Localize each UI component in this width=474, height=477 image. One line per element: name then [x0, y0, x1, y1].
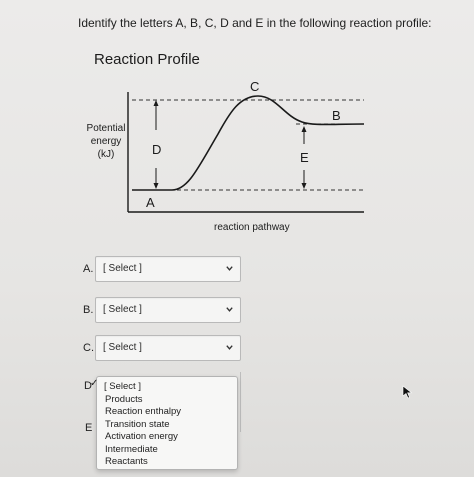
label-e: E	[300, 150, 309, 165]
label-b: B	[332, 108, 341, 123]
dropdown-option-reaction-enthalpy[interactable]: Reaction enthalpy	[105, 406, 182, 417]
dropdown-option-activation-energy[interactable]: Activation energy	[105, 431, 178, 442]
dropdown-option-select[interactable]: [ Select ]	[104, 381, 141, 392]
dropdown-option-reactants[interactable]: Reactants	[105, 456, 148, 467]
label-c: C	[250, 79, 260, 94]
chevron-down-icon	[225, 305, 234, 314]
chevron-down-icon	[225, 343, 234, 352]
row-label-e: E	[85, 422, 93, 434]
select-b[interactable]	[95, 297, 241, 323]
dropdown-option-products[interactable]: Products	[105, 393, 143, 405]
question-text: Identify the letters A, B, C, D and E in the following reaction profile:	[78, 16, 432, 30]
checkmark-icon: ✓	[90, 378, 99, 389]
row-label-d: D	[84, 380, 92, 392]
e-arrowhead-down	[302, 183, 307, 189]
d-arrowhead-down	[154, 183, 159, 189]
figure-title: Reaction Profile	[94, 51, 200, 68]
select-b-value: [ Select ]	[103, 304, 142, 315]
select-a-value: [ Select ]	[103, 263, 142, 274]
reaction-profile-plot	[80, 48, 380, 238]
d-arrowhead-up	[154, 100, 159, 106]
energy-curve	[132, 96, 364, 190]
y-label-line2: energy	[90, 136, 122, 147]
select-c-value: [ Select ]	[103, 342, 142, 353]
dropdown-option-intermediate[interactable]: Intermediate	[105, 443, 158, 455]
label-a: A	[146, 195, 155, 210]
y-label-line3: (kJ)	[97, 149, 115, 160]
e-arrowhead-up	[302, 126, 307, 132]
row-label-a: A.	[83, 263, 94, 275]
select-c[interactable]	[95, 335, 241, 361]
chevron-down-icon	[225, 264, 234, 273]
mouse-pointer-icon	[402, 385, 414, 399]
dropdown-option-transition-state[interactable]: Transition state	[105, 418, 170, 430]
row-label-b: B.	[83, 304, 94, 316]
x-axis-label: reaction pathway	[214, 222, 290, 233]
row-label-c: C.	[83, 342, 94, 354]
reaction-profile-figure	[80, 48, 380, 238]
y-label-line1: Potential	[86, 123, 126, 134]
select-a[interactable]	[95, 256, 241, 282]
select-d-dropdown-list[interactable]	[96, 376, 238, 470]
label-d: D	[152, 142, 162, 157]
